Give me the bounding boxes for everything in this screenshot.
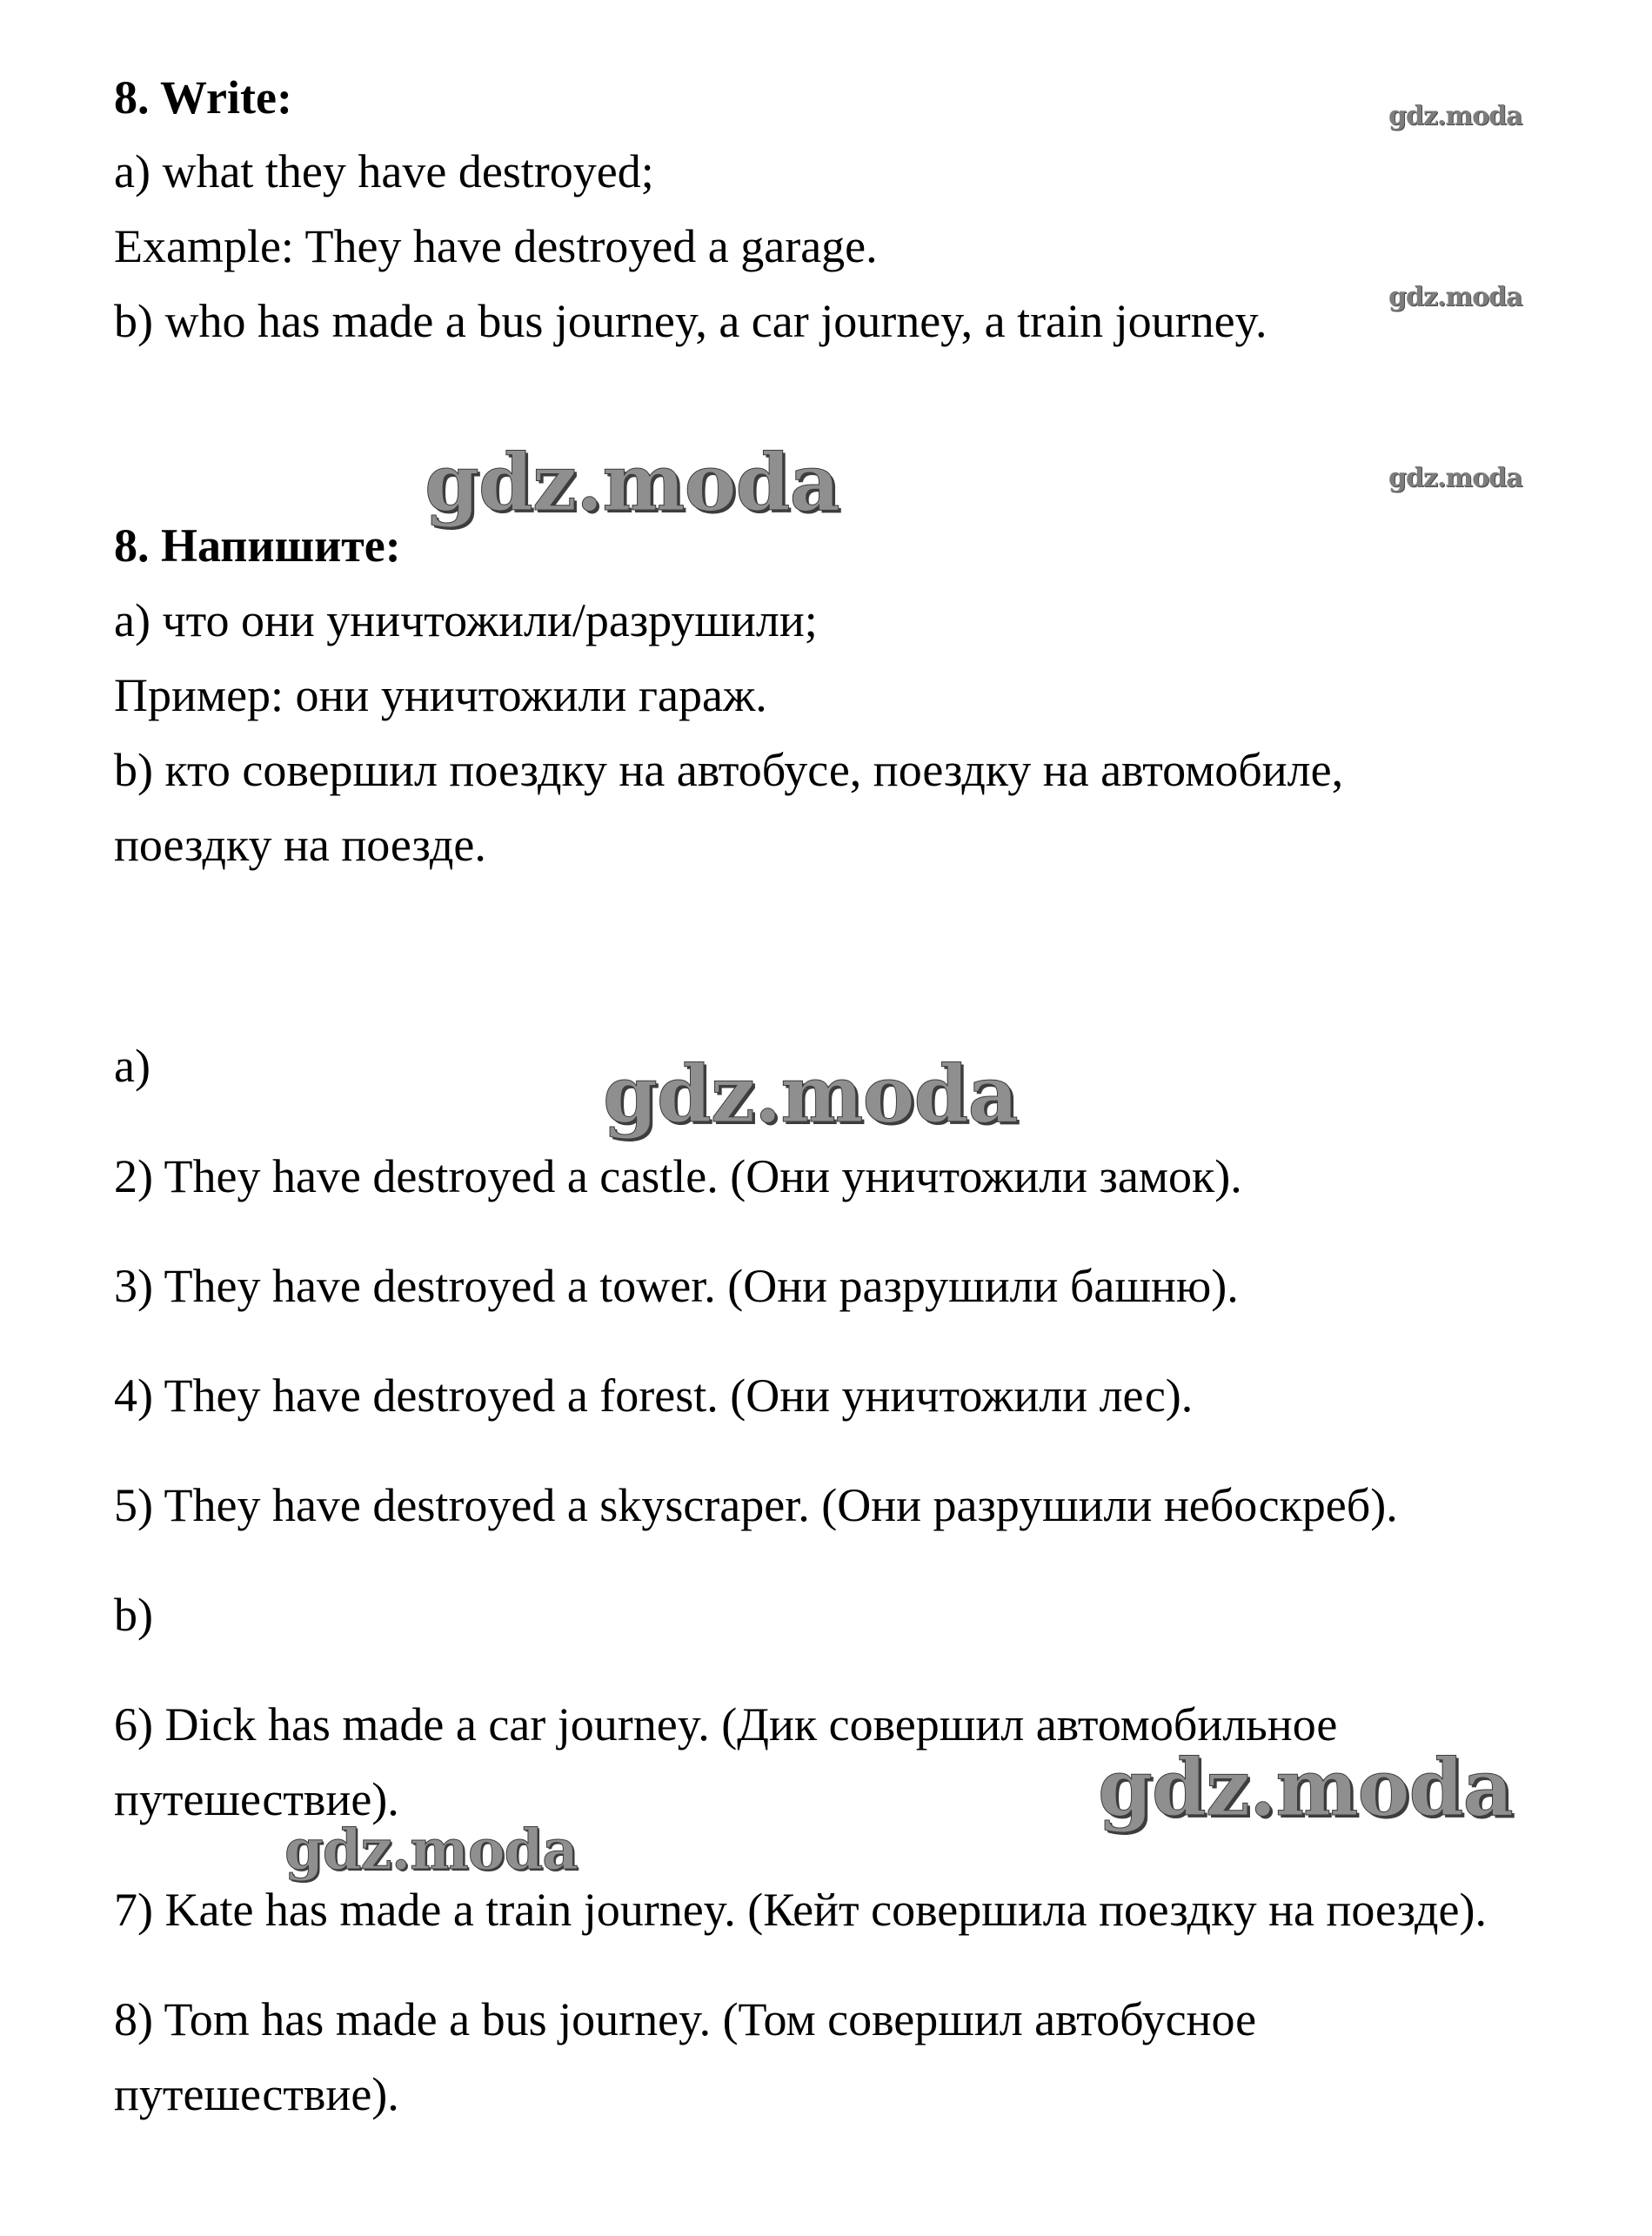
answer-b-8-line1: 8) Tom has made a bus journey. (Том совершил автобусное xyxy=(114,1993,1257,2045)
watermark-medium-1: gdz.moda xyxy=(284,1818,578,1883)
answers-section-b-label: b) xyxy=(114,1589,153,1641)
watermark-small-2: gdz.moda xyxy=(1388,282,1522,312)
answer-b-6-line2: путешествие). xyxy=(114,1773,399,1825)
task-example-en: Example: They have destroyed a garage. xyxy=(114,220,878,272)
task-item-b-en: b) who has made a bus journey, a car journey, a train journey. xyxy=(114,295,1267,347)
task-example-ru: Пример: они уничтожили гараж. xyxy=(114,669,767,721)
watermark-large-2: gdz.moda xyxy=(603,1048,1018,1141)
answer-b-7: 7) Kate has made a train journey. (Кейт совершила поездку на поезде). xyxy=(114,1884,1487,1936)
answer-a-4: 4) They have destroyed a forest. (Они уничтожили лес). xyxy=(114,1369,1194,1422)
task-item-a-ru: а) что они уничтожили/разрушили; xyxy=(114,594,818,646)
task-item-b-ru-line2: поездку на поезде. xyxy=(114,819,486,871)
answer-a-3: 3) They have destroyed a tower. (Они разрушили башню). xyxy=(114,1260,1239,1312)
watermark-small-3: gdz.moda xyxy=(1388,463,1522,493)
watermark-small-1: gdz.moda xyxy=(1388,101,1522,131)
answer-b-6-line1: 6) Dick has made a car journey. (Дик совершил автомобильное xyxy=(114,1698,1338,1751)
task-item-b-ru-line1: b) кто совершил поездку на автобусе, поездку на автомобиле, xyxy=(114,744,1344,796)
answer-a-2: 2) They have destroyed a castle. (Они уничтожили замок). xyxy=(114,1150,1242,1202)
answer-a-5: 5) They have destroyed a skyscraper. (Они разрушили небоскреб). xyxy=(114,1479,1398,1531)
task-item-a-en: a) what they have destroyed; xyxy=(114,145,654,197)
task-title-ru: 8. Напишите: xyxy=(114,519,401,572)
answer-b-8-line2: путешествие). xyxy=(114,2068,399,2120)
watermark-large-3: gdz.moda xyxy=(1098,1742,1513,1834)
task-title-en: 8. Write: xyxy=(114,71,292,124)
watermark-large-1: gdz.moda xyxy=(425,437,839,529)
answers-section-a-label: а) xyxy=(114,1040,150,1092)
